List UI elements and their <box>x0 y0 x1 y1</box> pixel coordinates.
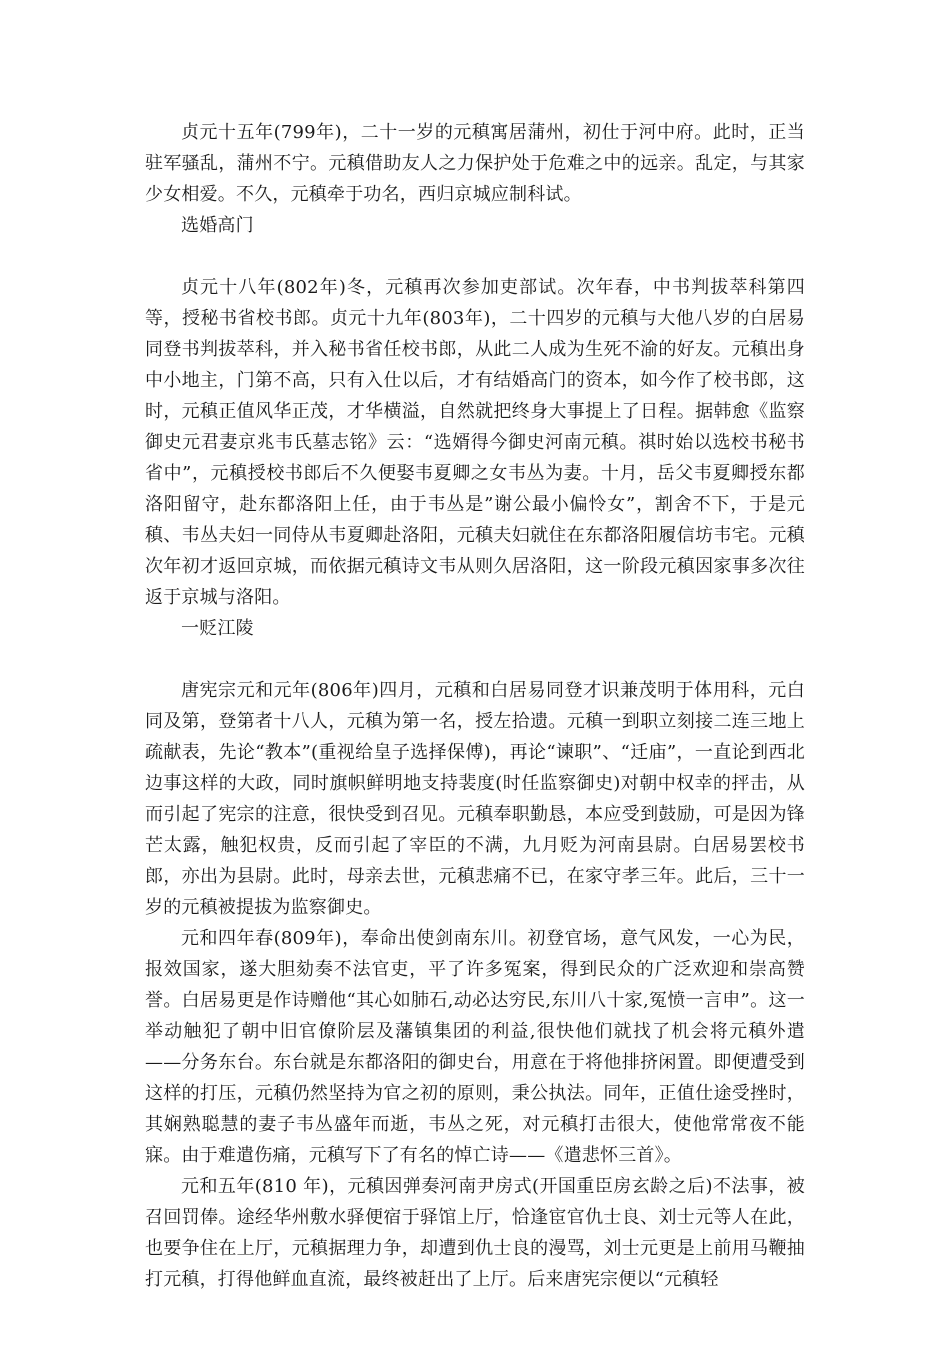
paragraph: 贞元十五年(799年)，二十一岁的元稹寓居蒲州，初仕于河中府。此时，正当驻军骚乱，蒲州不宁。元稹借助友人之力保护处于危难之中的远亲。乱定，与其家少女相爱。不久，元稹牵于功名，西归京城应制科试。 <box>145 122 805 205</box>
document-body <box>145 117 805 1295</box>
paragraph: 元和四年春(809年)，奉命出使剑南东川。初登官场，意气风发，一心为民，报效国家，遂大胆劾奏不法官吏，平了许多冤案，得到民众的广泛欢迎和崇高赞誉。白居易更是作诗赠他“其心如肺石,动必达穷民,东川八十家,冤愤一言申”。这一举动触犯了朝中旧官僚阶层及藩镇集团的利益,很快他们就找了机会将元稹外遣——分务东台。东台就是东都洛阳的御史台，用意在于将他排挤闲置。即便遭受到这样的打压，元稹仍然坚持为官之初的原则，秉公执法。同年，正值仕途受挫时，其娴熟聪慧的妻子韦丛盛年而逝，韦丛之死，对元稹打击很大，使他常常夜不能寐。由于难遣伤痛，元稹写下了有名的悼亡诗——《遣悲怀三首》。 <box>145 928 805 1166</box>
section-heading: 一贬江陵 <box>181 618 254 639</box>
section-heading: 选婚高门 <box>181 215 254 236</box>
paragraph: 贞元十八年(802年)冬，元稹再次参加吏部试。次年春，中书判拔萃科第四等，授秘书省校书郎。贞元十九年(803年)，二十四岁的元稹与大他八岁的白居易同登书判拔萃科，并入秘书省任校书郎，从此二人成为生死不渝的好友。元稹出身中小地主，门第不高，只有入仕以后，才有结婚高门的资本，如今作了校书郎，这时，元稹正值风华正茂，才华横溢，自然就把终身大事提上了日程。据韩愈《监察御史元君妻京兆韦氏墓志铭》云：“选婿得今御史河南元稹。祺时始以选校书秘书省中”，元稹授校书郎后不久便娶韦夏卿之女韦丛为妻。十月，岳父韦夏卿授东都洛阳留守，赴东都洛阳上任，由于韦丛是”谢公最小偏怜女”，割舍不下，于是元稹、韦丛夫妇一同侍从韦夏卿赴洛阳，元稹夫妇就住在东都洛阳履信坊韦宅。元稹次年初才返回京城，而依据元稹诗文韦从则久居洛阳，这一阶段元稹因家事多次往返于京城与洛阳。 <box>145 277 805 608</box>
paragraph-gap <box>145 644 805 675</box>
paragraph: 元和五年(810 年)，元稹因弹奏河南尹房式(开国重臣房玄龄之后)不法事，被召回罚俸。途经华州敷水驿便宿于驿馆上厅，恰逢宦官仇士良、刘士元等人在此，也要争住在上厅，元稹据理力争，却遭到仇士良的漫骂，刘士元更是上前用马鞭抽打元稹，打得他鲜血直流，最终被赶出了上厅。后来唐宪宗便以“元稹轻 <box>145 1176 805 1290</box>
paragraph: 唐宪宗元和元年(806年)四月，元稹和白居易同登才识兼茂明于体用科，元白同及第，登第者十八人，元稹为第一名，授左拾遗。元稹一到职立刻接二连三地上疏献表，先论“教本”(重视给皇子选择保傅)，再论“谏职”、“迁庙”，一直论到西北边事这样的大政，同时旗帜鲜明地支持裴度(时任监察御史)对朝中权幸的抨击，从而引起了宪宗的注意，很快受到召见。元稹奉职勤恳，本应受到鼓励，可是因为锋芒太露，触犯权贵，反而引起了宰臣的不满，九月贬为河南县尉。白居易罢校书郎，亦出为县尉。此时，母亲去世，元稹悲痛不已，在家守孝三年。此后，三十一岁的元稹被提拔为监察御史。 <box>145 680 805 918</box>
paragraph-gap <box>145 241 805 272</box>
